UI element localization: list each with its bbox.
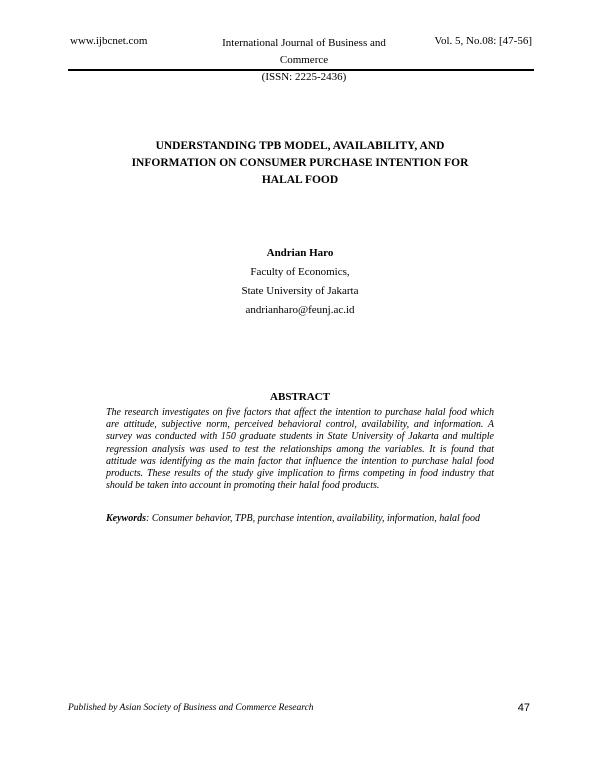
journal-issn: (ISSN: 2225-2436) (261, 71, 347, 83)
footer-publisher: Published by Asian Society of Business and Commerce Research (68, 703, 314, 713)
keywords (106, 513, 494, 525)
keywords-text: : Consumer behavior, TPB, purchase intention, availability, information, halal food (146, 513, 481, 524)
paper-title (100, 138, 500, 189)
author-email: andrianharo@feunj.ac.id (245, 304, 355, 316)
header-journal (198, 35, 410, 86)
header-website: www.ijbcnet.com (70, 35, 148, 47)
title-line-3: HALAL FOOD (261, 174, 339, 186)
page-number: 47 (517, 702, 530, 714)
abstract-heading: ABSTRACT (270, 391, 330, 403)
header-volume: Vol. 5, No.08: [47-56] (434, 35, 532, 47)
title-line-1: UNDERSTANDING TPB MODEL, AVAILABILITY, AND (155, 140, 445, 152)
header-divider (68, 69, 534, 71)
abstract-body: The research investigates on five factors that affect the intention to purchase halal food which are attitude, subjective norm, perceived behavioral control, availability, and information. A survey was conducted with 150 graduate students in State University of Jakarta and multiple regression analysis was used to test the relationships among the variables. It is found that attitude was identifying as the main factor that influence the intention to purchase halal food products. These results of the study give implication to firms competing in food industry that should be taken into account in promoting their halal food products. (106, 407, 494, 492)
keywords-label: Keywords (106, 513, 146, 524)
author-name: Andrian Haro (266, 247, 334, 259)
title-line-2: INFORMATION ON CONSUMER PURCHASE INTENTION FOR (131, 157, 469, 169)
author-faculty: Faculty of Economics, (250, 266, 350, 278)
journal-name: International Journal of Business and Commerce (222, 37, 386, 66)
author-block (0, 244, 600, 320)
author-university: State University of Jakarta (241, 285, 359, 297)
